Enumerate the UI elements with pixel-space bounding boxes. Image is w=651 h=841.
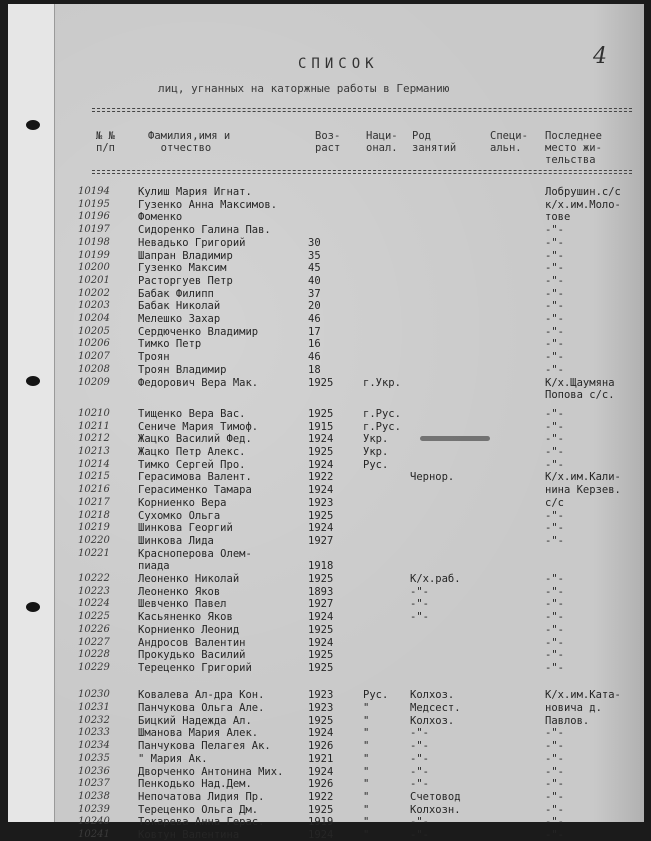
record-age: 30 <box>308 236 321 249</box>
record-name: Бабак Николай <box>138 300 221 313</box>
record-name: Панчукова Ольга Але. <box>138 702 265 714</box>
record-occupation: К/х.раб. <box>410 573 461 585</box>
record-place: новича д. <box>545 702 602 714</box>
record-number: 10226 <box>78 623 110 635</box>
record-name: Сухомко Ольга <box>138 509 221 522</box>
record-number: 10212 <box>78 433 110 445</box>
record-nationality: " <box>363 790 370 803</box>
record-place: -"- <box>545 287 564 300</box>
record-occupation: -"- <box>410 727 429 740</box>
record-age: 1925 <box>308 714 334 727</box>
record-age: 1924 <box>308 636 334 649</box>
record-age: 1925 <box>308 407 334 420</box>
record-number: 10194 <box>78 186 110 197</box>
record-number: 10240 <box>78 816 110 828</box>
record-occupation: Колхозн. <box>410 803 461 816</box>
record-name: Красноперова Олем- <box>138 547 252 560</box>
record-number: 10196 <box>78 211 110 223</box>
record-place: -"- <box>545 522 564 535</box>
list-item <box>8 548 644 560</box>
record-place: -"- <box>545 363 564 376</box>
record-place: -"- <box>545 407 564 420</box>
record-number: 10219 <box>78 522 110 534</box>
list-item <box>8 816 644 828</box>
record-name: Шинкова Лида <box>138 534 214 547</box>
record-place: -"- <box>545 224 564 237</box>
record-number: 10230 <box>78 689 110 701</box>
record-name: Мелешко Захар <box>138 313 221 325</box>
record-number: 10205 <box>78 325 110 337</box>
record-place: К/х.им.Ката- <box>545 689 621 702</box>
list-item <box>8 560 644 572</box>
record-age: 1925 <box>308 509 334 522</box>
record-name: Прокудько Василий <box>138 649 246 662</box>
record-place: -"- <box>545 534 564 547</box>
list-item <box>8 586 644 598</box>
record-number: 10208 <box>78 363 110 375</box>
record-number: 10215 <box>78 471 110 483</box>
record-place: -"- <box>545 816 564 829</box>
record-nationality: " <box>363 740 370 753</box>
record-name: Расторгуев Петр <box>138 274 233 287</box>
record-age: 1893 <box>308 585 334 598</box>
list-item <box>8 421 644 433</box>
record-name: Шевченко Павел <box>138 598 227 611</box>
list-item <box>8 338 644 350</box>
record-occupation: -"- <box>410 765 429 778</box>
record-age: 1923 <box>308 496 334 509</box>
record-number: 10202 <box>78 287 110 299</box>
record-place: -"- <box>545 765 564 778</box>
record-name: Шинкова Георгий <box>138 522 233 535</box>
list-item <box>8 389 644 401</box>
record-nationality: " <box>363 829 370 841</box>
record-age: 1924 <box>308 727 334 740</box>
list-item <box>8 535 644 547</box>
record-age: 1921 <box>308 752 334 765</box>
record-place: тове <box>545 211 571 224</box>
record-number: 10227 <box>78 636 110 648</box>
record-name: Жацко Петр Алекс. <box>138 446 246 458</box>
record-number: 10221 <box>78 547 110 559</box>
page-number: 4 <box>593 44 607 69</box>
record-place: -"- <box>545 636 564 649</box>
record-number: 10241 <box>78 829 110 840</box>
record-number: 10234 <box>78 740 110 752</box>
list-item <box>8 446 644 458</box>
record-place: -"- <box>545 262 564 275</box>
list-item <box>8 313 644 325</box>
record-place: К/х.Щаумяна <box>545 376 615 389</box>
record-number: 10198 <box>78 236 110 248</box>
record-name: " Мария Ак. <box>138 752 208 765</box>
record-name: Сердюченко Владимир <box>138 325 259 338</box>
record-age: 1918 <box>308 560 334 573</box>
list-item <box>8 199 644 211</box>
record-age: 46 <box>308 313 321 325</box>
record-name: Кулиш Мария Игнат. <box>138 186 252 198</box>
record-age: 37 <box>308 287 321 300</box>
document-title: СПИСОК <box>298 56 379 72</box>
record-number: 10231 <box>78 702 110 713</box>
record-age: 1925 <box>308 573 334 585</box>
record-name: Шапран Владимир <box>138 249 233 262</box>
punch-hole <box>26 120 40 130</box>
record-age: 1915 <box>308 420 334 433</box>
list-item <box>8 351 644 363</box>
list-item <box>8 715 644 727</box>
list-item <box>8 275 644 287</box>
record-occupation: -"- <box>410 752 429 765</box>
record-occupation: -"- <box>410 816 429 829</box>
list-item <box>8 727 644 739</box>
record-nationality: " <box>363 778 370 791</box>
record-nationality: Рус. <box>363 689 389 702</box>
record-place: -"- <box>545 585 564 598</box>
record-number: 10197 <box>78 224 110 236</box>
record-age: 1919 <box>308 816 334 829</box>
record-number: 10204 <box>78 313 110 324</box>
header-rule-bottom <box>92 170 632 171</box>
record-place: -"- <box>545 573 564 585</box>
list-item <box>8 497 644 509</box>
record-nationality: " <box>363 816 370 829</box>
record-place: -"- <box>545 420 564 433</box>
record-number: 10216 <box>78 484 110 496</box>
record-number: 10237 <box>78 778 110 790</box>
record-number: 10207 <box>78 351 110 363</box>
record-number: 10213 <box>78 446 110 457</box>
list-item <box>8 522 644 534</box>
record-place: -"- <box>545 623 564 636</box>
record-age: 1923 <box>308 689 334 702</box>
record-place: -"- <box>545 433 564 446</box>
record-name: Леоненко Николай <box>138 573 240 585</box>
record-nationality: г.Рус. <box>363 420 401 433</box>
record-place: К/х.им.Кали- <box>545 471 621 484</box>
record-number: 10210 <box>78 407 110 419</box>
record-name: Бицкий Надежда Ал. <box>138 714 252 727</box>
record-name: Корниенко Вера <box>138 496 227 509</box>
record-number: 10233 <box>78 727 110 739</box>
list-item <box>8 459 644 471</box>
record-number: 10236 <box>78 765 110 777</box>
record-age: 46 <box>308 351 321 364</box>
record-place: -"- <box>545 829 564 841</box>
record-name: Тимко Петр <box>138 338 202 351</box>
record-age: 1922 <box>308 471 334 484</box>
header-rule-top-2 <box>92 111 632 112</box>
record-age: 1925 <box>308 661 334 674</box>
record-age: 1924 <box>308 611 334 624</box>
record-occupation: -"- <box>410 611 429 624</box>
record-number: 10228 <box>78 649 110 661</box>
record-age: 1927 <box>308 598 334 611</box>
record-age: 1924 <box>308 765 334 778</box>
record-age: 40 <box>308 274 321 287</box>
record-nationality: г.Укр. <box>363 376 401 389</box>
record-place: Лобрушин.с/с <box>545 186 621 198</box>
record-occupation: -"- <box>410 778 429 791</box>
record-age: 1922 <box>308 790 334 803</box>
record-place: -"- <box>545 236 564 249</box>
record-name: Жацко Василий Фед. <box>138 433 252 446</box>
record-name: Герасименко Тамара <box>138 484 252 497</box>
list-item <box>8 740 644 752</box>
record-number: 10206 <box>78 338 110 350</box>
list-item <box>8 804 644 816</box>
record-place: -"- <box>545 790 564 803</box>
record-place: -"- <box>545 803 564 816</box>
column-header-age: Воз- раст <box>315 130 341 154</box>
column-header-name: Фамилия,имя и отчество <box>148 130 231 154</box>
list-item <box>8 637 644 649</box>
record-number: 10239 <box>78 803 110 815</box>
record-number: 10209 <box>78 376 110 388</box>
record-name: Фоменко <box>138 211 183 224</box>
record-place: Попова с/с. <box>545 389 615 402</box>
record-name: Ковалева Ал-дра Кон. <box>138 689 265 702</box>
column-header-nationality: Наци- онал. <box>366 130 398 154</box>
document-subtitle: лиц, угнанных на каторжные работы в Германию <box>158 82 450 95</box>
record-name: Федорович Вера Мак. <box>138 376 259 389</box>
record-number: 10217 <box>78 496 110 508</box>
record-number: 10229 <box>78 661 110 673</box>
record-occupation: -"- <box>410 585 429 598</box>
record-name: Леоненко Яков <box>138 585 221 598</box>
record-nationality: " <box>363 714 370 727</box>
record-number: 10238 <box>78 790 110 802</box>
record-age: 1927 <box>308 534 334 547</box>
column-header-place: Последнее место жи- тельства <box>545 130 602 166</box>
record-name: Сидоренко Галина Пав. <box>138 224 271 237</box>
record-age: 1924 <box>308 829 334 841</box>
record-place: -"- <box>545 325 564 338</box>
record-place: -"- <box>545 249 564 262</box>
list-item <box>8 326 644 338</box>
list-item <box>8 237 644 249</box>
record-place: -"- <box>545 778 564 791</box>
list-item <box>8 649 644 661</box>
list-item <box>8 377 644 389</box>
record-name: Токарева Анна Герас. <box>138 816 265 829</box>
record-nationality: " <box>363 765 370 778</box>
record-place: -"- <box>545 351 564 364</box>
record-name: пиада <box>138 560 170 573</box>
record-nationality: " <box>363 803 370 816</box>
record-number: 10223 <box>78 585 110 597</box>
record-place: Павлов. <box>545 714 590 727</box>
header-rule-bottom-2 <box>92 173 632 174</box>
record-age: 16 <box>308 338 321 351</box>
record-name: Тереценко Григорий <box>138 661 252 674</box>
record-number: 10200 <box>78 262 110 274</box>
list-item <box>8 624 644 636</box>
list-item <box>8 766 644 778</box>
record-occupation: Колхоз. <box>410 689 455 702</box>
list-item <box>8 408 644 420</box>
record-place: -"- <box>545 727 564 740</box>
record-number: 10201 <box>78 274 110 286</box>
record-nationality: Рус. <box>363 458 389 471</box>
record-nationality: " <box>363 727 370 740</box>
list-item <box>8 573 644 585</box>
list-item <box>8 186 644 198</box>
record-name: Андросов Валентин <box>138 636 246 649</box>
record-place: -"- <box>545 313 564 325</box>
record-age: 1923 <box>308 702 334 714</box>
column-header-number: № № п/п <box>96 130 115 154</box>
record-number: 10224 <box>78 598 110 610</box>
record-age: 18 <box>308 363 321 376</box>
record-name: Гузенко Анна Максимов. <box>138 198 278 211</box>
column-header-occupation: Род занятий <box>412 130 457 154</box>
record-number: 10218 <box>78 509 110 521</box>
record-place: -"- <box>545 300 564 313</box>
record-name: Тереценко Ольга Дм. <box>138 803 259 816</box>
record-nationality: Укр. <box>363 446 389 458</box>
record-age: 1924 <box>308 522 334 535</box>
record-name: Непочатова Лидия Пр. <box>138 790 265 803</box>
record-name: Герасимова Валент. <box>138 471 252 484</box>
record-place: -"- <box>545 274 564 287</box>
record-nationality: Укр. <box>363 433 389 446</box>
record-number: 10222 <box>78 573 110 584</box>
record-occupation: -"- <box>410 740 429 753</box>
record-name: Ковтун Валентина <box>138 829 240 841</box>
record-age: 1926 <box>308 778 334 791</box>
record-age: 1925 <box>308 649 334 662</box>
record-occupation: -"- <box>410 598 429 611</box>
record-place: -"- <box>545 752 564 765</box>
record-age: 1926 <box>308 740 334 753</box>
record-place: -"- <box>545 598 564 611</box>
list-item <box>8 433 644 445</box>
record-age: 1924 <box>308 458 334 471</box>
record-nationality: г.Рус. <box>363 407 401 420</box>
record-name: Шманова Мария Алек. <box>138 727 259 740</box>
record-place: к/х.им.Моло- <box>545 198 621 211</box>
record-age: 1924 <box>308 433 334 446</box>
list-item <box>8 300 644 312</box>
record-name: Дворченко Антонина Мих. <box>138 765 284 778</box>
record-number: 10235 <box>78 752 110 764</box>
record-occupation: -"- <box>410 829 429 841</box>
record-name: Корниенко Леонид <box>138 623 240 636</box>
record-number: 10211 <box>78 420 110 432</box>
list-item <box>8 211 644 223</box>
record-place: -"- <box>545 458 564 471</box>
record-occupation: Счетовод <box>410 790 461 803</box>
record-number: 10195 <box>78 198 110 210</box>
record-place: -"- <box>545 649 564 662</box>
list-item <box>8 250 644 262</box>
record-place: -"- <box>545 446 564 458</box>
record-age: 1925 <box>308 623 334 636</box>
record-number: 10220 <box>78 534 110 546</box>
record-name: Невадько Григорий <box>138 236 246 249</box>
record-place: с/с <box>545 496 564 509</box>
record-name: Троян <box>138 351 170 364</box>
record-name: Тищенко Вера Вас. <box>138 407 246 420</box>
record-place: -"- <box>545 611 564 624</box>
record-age: 17 <box>308 325 321 338</box>
record-name: Сениче Мария Тимоф. <box>138 420 259 433</box>
record-name: Тимко Сергей Про. <box>138 458 246 471</box>
record-age: 1925 <box>308 446 334 458</box>
record-place: -"- <box>545 661 564 674</box>
record-place: -"- <box>545 338 564 351</box>
record-name: Пенкодько Над.Дем. <box>138 778 252 791</box>
record-name: Бабак Филипп <box>138 287 214 300</box>
record-nationality: " <box>363 702 370 714</box>
record-nationality: " <box>363 752 370 765</box>
record-age: 45 <box>308 262 321 275</box>
list-item <box>8 510 644 522</box>
record-occupation: Чернор. <box>410 471 455 484</box>
list-item <box>8 753 644 765</box>
record-age: 1924 <box>308 484 334 497</box>
record-name: Троян Владимир <box>138 363 227 376</box>
list-item <box>8 471 644 483</box>
list-item <box>8 829 644 841</box>
list-item <box>8 364 644 376</box>
header-rule-top <box>92 108 632 109</box>
record-age: 1925 <box>308 803 334 816</box>
record-age: 35 <box>308 249 321 262</box>
record-place: -"- <box>545 740 564 753</box>
list-item <box>8 484 644 496</box>
record-number: 10199 <box>78 249 110 261</box>
record-name: Гузенко Максим <box>138 262 227 275</box>
record-age: 1925 <box>308 376 334 389</box>
record-age: 20 <box>308 300 321 313</box>
list-item <box>8 611 644 623</box>
record-place: -"- <box>545 509 564 522</box>
record-occupation: Медсест. <box>410 702 461 714</box>
list-item <box>8 288 644 300</box>
record-number: 10232 <box>78 714 110 726</box>
list-item <box>8 224 644 236</box>
record-place: нина Керзев. <box>545 484 621 497</box>
list-item <box>8 598 644 610</box>
record-occupation: Колхоз. <box>410 714 455 727</box>
list-item <box>8 262 644 274</box>
list-item <box>8 675 644 687</box>
list-item <box>8 791 644 803</box>
record-number: 10214 <box>78 458 110 470</box>
record-number: 10225 <box>78 611 110 623</box>
list-item <box>8 689 644 701</box>
record-name: Касьяненко Яков <box>138 611 233 624</box>
list-item <box>8 778 644 790</box>
column-header-specialty: Специ- альн. <box>490 130 528 154</box>
list-item <box>8 702 644 714</box>
list-item <box>8 662 644 674</box>
record-name: Панчукова Пелагея Ак. <box>138 740 271 753</box>
document-page <box>8 4 644 841</box>
record-number: 10203 <box>78 300 110 312</box>
